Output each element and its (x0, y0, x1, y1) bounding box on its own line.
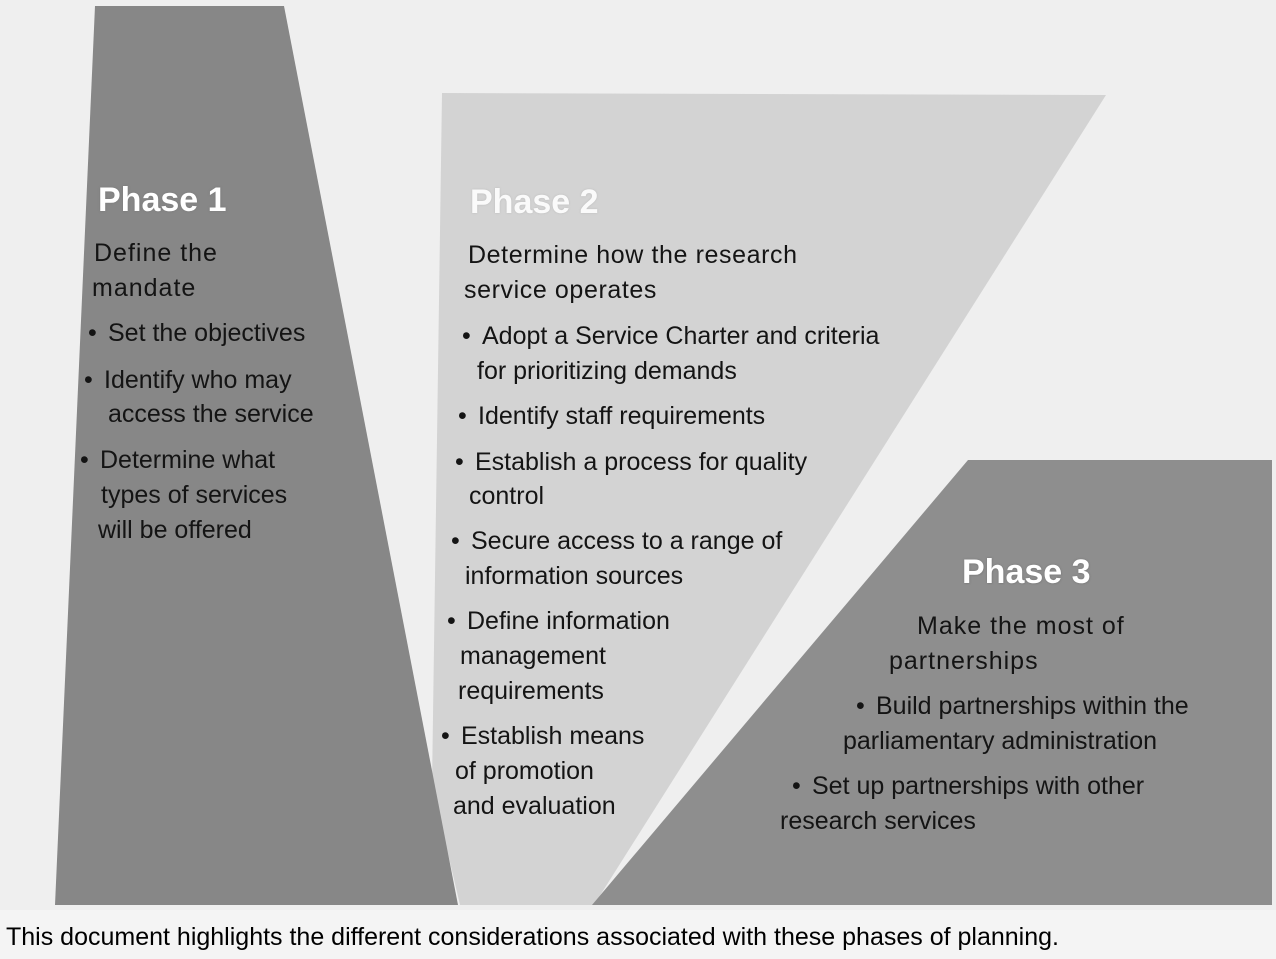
bullet-glyph: • (455, 448, 464, 476)
phase-2-bullet-3-line-2: control (469, 482, 545, 510)
phase-2-bullet-5-line-2: management (460, 642, 606, 670)
caption: This document highlights the different considerations associated with these phases of planning. (6, 923, 1059, 951)
phase-1-bullet-2 (84, 363, 292, 397)
phase-2-bullet-6-line-3: and evaluation (453, 792, 616, 820)
bullet-glyph: • (856, 692, 865, 720)
bullet-glyph: • (80, 446, 89, 474)
phase-1-bullet-3 (80, 443, 275, 477)
phase-2-bullet-6 (441, 719, 644, 753)
bullet-glyph: • (441, 722, 450, 750)
phase-1-title-line-1: Define the (94, 239, 218, 267)
bullet-text: Determine what (100, 446, 276, 474)
phase-2-title-line-1: Determine how the research (468, 241, 798, 269)
phase-3-bullet-1 (856, 689, 1189, 723)
bullet-text: Build partnerships within the (876, 692, 1189, 720)
phase-1-bullet-3-line-3: will be offered (98, 516, 252, 544)
phase-2-bullet-3 (455, 445, 807, 479)
phase-3-heading: Phase 3 (962, 553, 1091, 591)
phase-3-bullet-1-line-2: parliamentary administration (843, 727, 1158, 755)
phase-1-heading: Phase 1 (98, 181, 227, 219)
phase-3-title-line-1: Make the most of (917, 612, 1125, 640)
bullet-text: Adopt a Service Charter and criteria (482, 322, 880, 350)
phase-1-bullet-1 (88, 316, 305, 350)
bullet-text: Establish a process for quality (475, 448, 808, 476)
bullet-text: Identify who may (104, 366, 292, 394)
bullet-glyph: • (447, 607, 456, 635)
bullet-glyph: • (458, 402, 467, 430)
phase-2-bullet-4 (451, 524, 782, 558)
phase-2-bullet-1 (462, 319, 879, 353)
phase-2-bullet-1-line-2: for prioritizing demands (477, 357, 737, 385)
bullet-glyph: • (451, 527, 460, 555)
phase-1-bullet-3-line-2: types of services (101, 481, 288, 509)
phase-2-bullet-6-line-2: of promotion (455, 757, 594, 785)
phase-2-bullet-4-line-2: information sources (465, 562, 684, 590)
phase-2-bullet-5 (447, 604, 670, 638)
bullet-text: Set the objectives (108, 319, 306, 347)
phase-2-bullet-5-line-3: requirements (458, 677, 604, 705)
bullet-text: Secure access to a range of (471, 527, 783, 555)
bullet-text: Define information (467, 607, 670, 635)
bullet-glyph: • (462, 322, 471, 350)
bullet-text: Set up partnerships with other (812, 772, 1145, 800)
phase-3-bullet-2 (792, 769, 1144, 803)
bullet-glyph: • (84, 366, 93, 394)
phase-3-title-line-2: partnerships (889, 647, 1039, 675)
phase-2-bullet-2 (458, 399, 765, 433)
phase-2-title-line-2: service operates (464, 276, 658, 304)
bullet-glyph: • (88, 319, 97, 347)
bullet-glyph: • (792, 772, 801, 800)
bullet-text: Establish means (461, 722, 645, 750)
phase-1-bullet-2-line-2: access the service (108, 400, 314, 428)
phase-3-bullet-2-line-2: research services (780, 807, 976, 835)
bullet-text: Identify staff requirements (478, 402, 766, 430)
phase-1-title-line-2: mandate (92, 274, 197, 302)
phase-2-heading: Phase 2 (470, 183, 599, 221)
